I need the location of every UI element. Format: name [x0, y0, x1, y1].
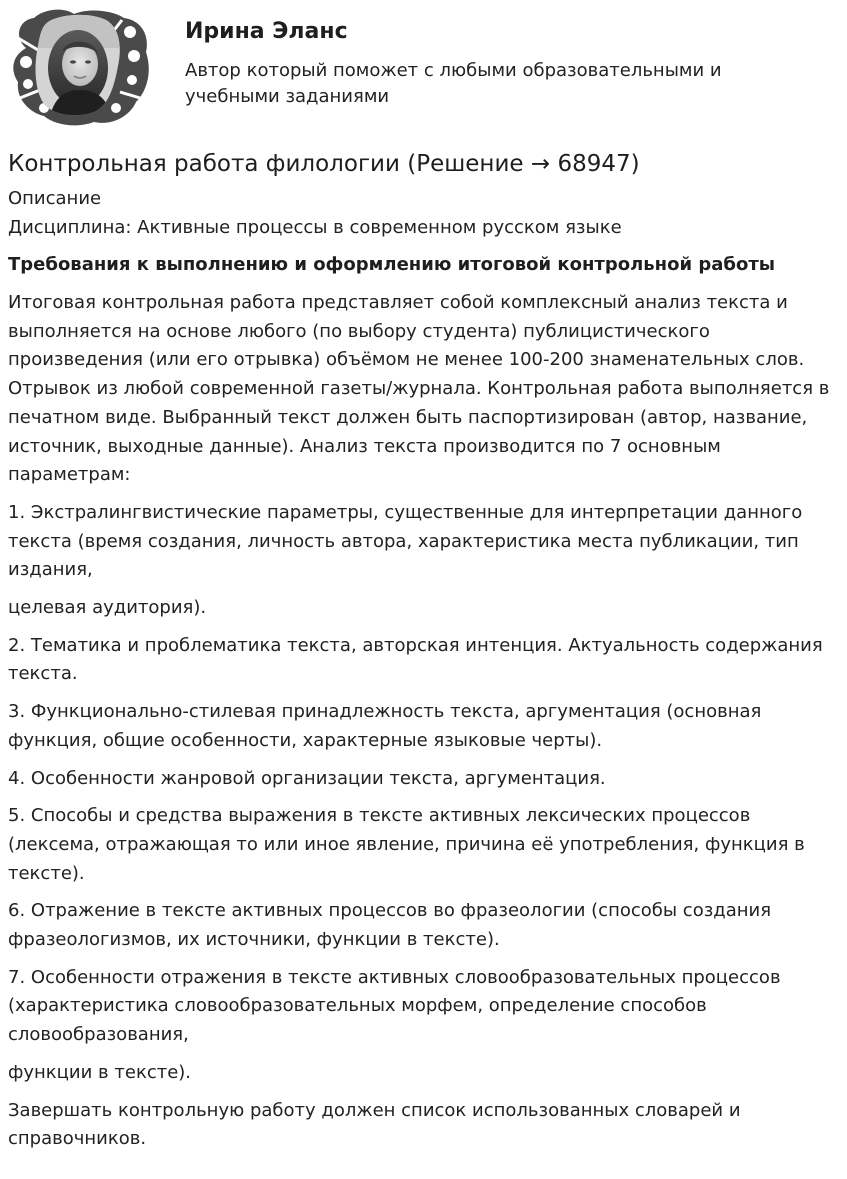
paragraph-conclusion: Завершать контрольную работу должен список использованных словарей и справочников. — [8, 1099, 741, 1150]
paragraph-item-4: 4. Особенности жанровой организации текста, аргументация. — [8, 767, 606, 789]
requirements-title: Требования к выполнению и оформлению итоговой контрольной работы — [8, 254, 776, 275]
paragraph-item-1: 1. Экстралингвистические параметры, существенные для интерпретации данного текста (время создания, личность автора, характеристика места публикации, тип издания, — [8, 501, 803, 581]
description-label: Описание — [8, 188, 102, 209]
paragraph-item-1-continued: целевая аудитория). — [8, 597, 207, 619]
discipline-line: Дисциплина: Активные процессы в современном русском языке — [8, 217, 622, 238]
paragraph-item-6: 6. Отражение в тексте активных процессов во фразеологии (способы создания фразеологизмов, их источники, функции в тексте). — [8, 900, 772, 951]
paragraph-item-2: 2. Тематика и проблематика текста, авторская интенция. Актуальность содержания текста. — [8, 634, 823, 685]
paragraph-intro: Итоговая контрольная работа представляет собой комплексный анализ текста и выполняется на основе любого (по выбору студента) публицистического произведения (или его отрывка) объёмом не менее 100-200 знаменательных слов. Отрывок из любой современной газеты/журнала. Контрольная работа выполняется в печатном виде. Выбранный текст должен быть паспортизирован (автор, название, источник, выходные данные). Анализ текста производится по 7 основным параметрам: — [8, 292, 830, 486]
paragraph-item-5: 5. Способы и средства выражения в тексте активных лексических процессов (лексема, отражающая то или иное явление, причина её употребления, функция в тексте). — [8, 805, 805, 884]
avatar — [8, 8, 150, 126]
paragraph-item-7: 7. Особенности отражения в тексте активных словообразовательных процессов (характеристика словообразовательных морфем, определение способов словообразования, — [8, 966, 781, 1046]
page-title: Контрольная работа филологии (Решение → 68947) — [8, 151, 640, 177]
paragraph-item-3: 3. Функционально-стилевая принадлежность текста, аргументация (основная функция, общие особенности, характерные языковые черты). — [8, 701, 762, 751]
author-name: Ирина Эланс — [185, 19, 348, 44]
paragraph-item-7-continued: функции в тексте). — [8, 1061, 192, 1083]
avatar-photo-frame — [8, 8, 150, 126]
main-content — [8, 148, 840, 1163]
author-bio: Автор который поможет с любыми образовательными и учебными заданиями — [185, 60, 722, 107]
author-card — [8, 8, 838, 128]
